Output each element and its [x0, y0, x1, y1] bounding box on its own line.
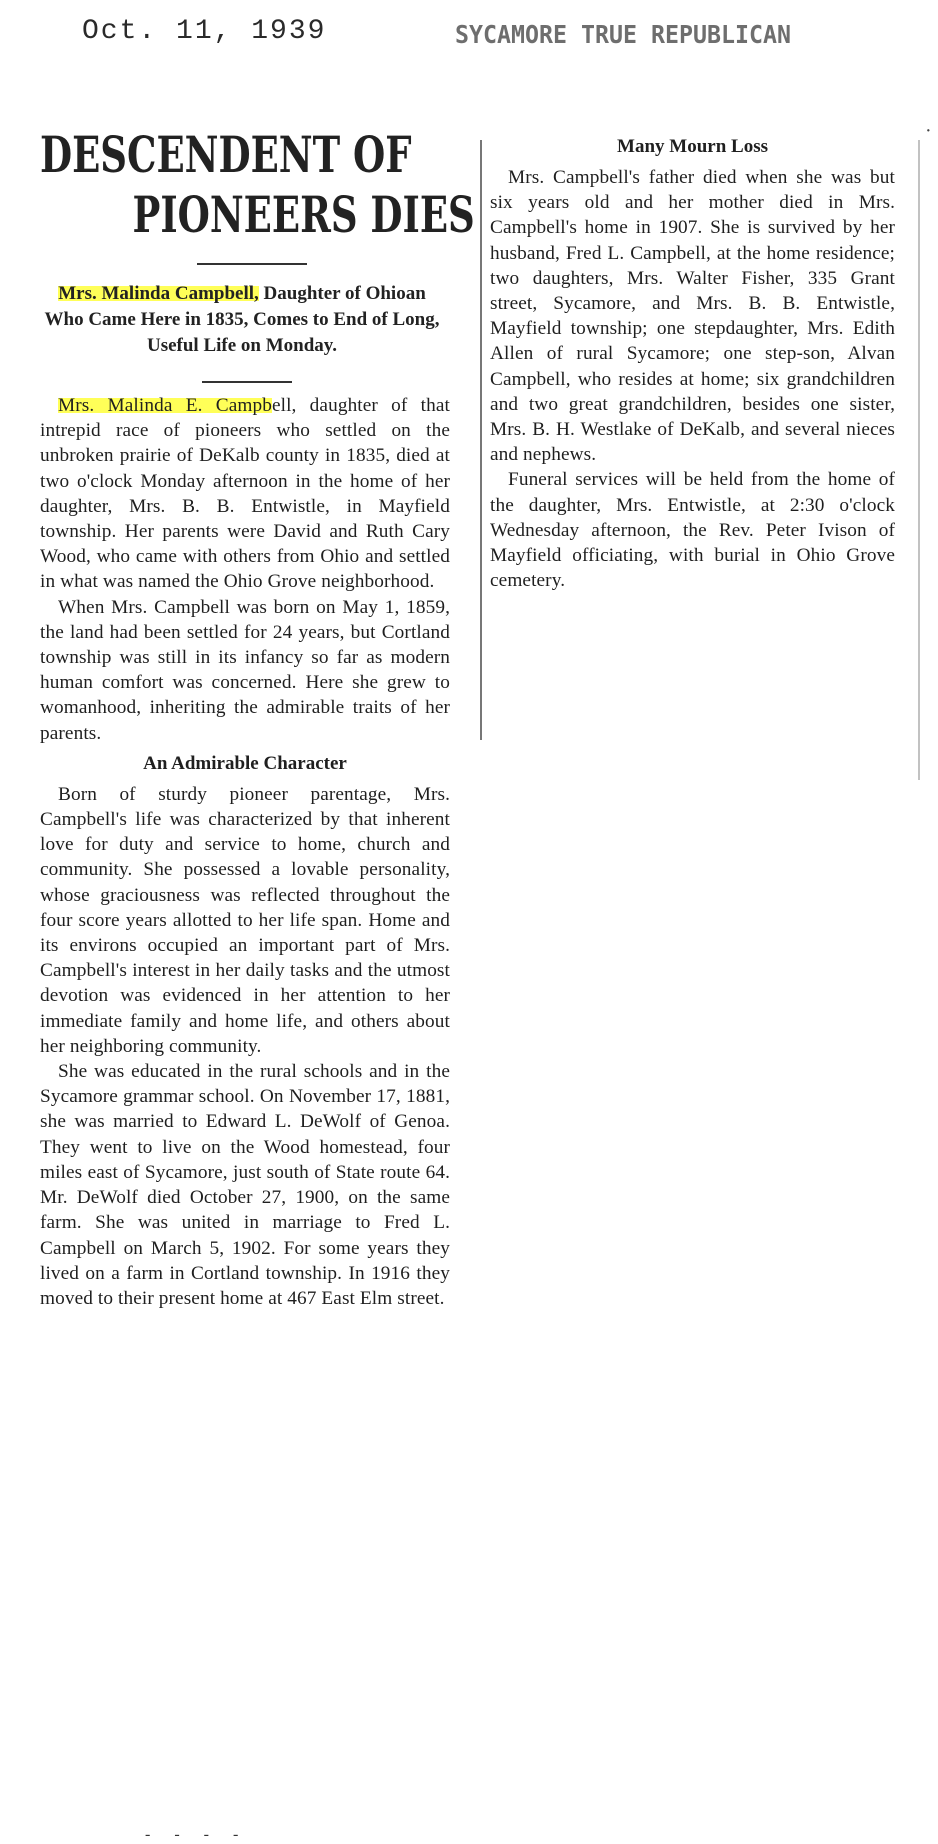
paragraph-5: Mrs. Campbell's father died when she was but six years old and her mother died in Mrs. Campbell's home in 1907. She is survived by her husband, Fred L. Campbell, at the home residence; two daughters, Mrs. Walter Fisher, 335 Grant street, Sycamore, and Mrs. B. B. Entwistle, Mayfield township; one stepdaughter, Mrs. Edith Allen of rural Sycamore; one step-son, Alvan Campbell, who resides at home; six grandchildren and two great grandchildren, besides one sister, Mrs. B. H. Westlake of DeKalb, and several nieces and nephews.: [490, 167, 895, 466]
subhead-highlight: Mrs. Malinda Campbell,: [58, 283, 259, 304]
article-headline: [40, 125, 477, 245]
column-divider-right: [918, 140, 920, 780]
subhead-rule: [202, 381, 292, 383]
paragraph-4: She was educated in the rural schools and in the Sycamore grammar school. On November 17, 1881, she was married to Edward L. DeWolf of Genoa. They went to live on the Wood homestead, four miles east of Sycamore, just south of State route 64. Mr. DeWolf died October 27, 1900, on the same farm. She was united in marriage to Fred L. Campbell on March 5, 1902. For some years they lived on a farm in Cortland township. In 1916 they moved to their present home at 467 East Elm street.: [40, 1061, 450, 1309]
headline-rule: [197, 263, 307, 265]
clipping-date: Oct. 11, 1939: [82, 16, 327, 47]
section-heading-character: An Admirable Character: [143, 752, 347, 774]
cutoff-text-fragment: - - - -: [145, 1826, 249, 1843]
paragraph-1: [40, 393, 450, 595]
article-left-column: [40, 125, 475, 1311]
column-divider: [480, 140, 482, 740]
headline-line-1: DESCENDENT OF: [40, 125, 412, 184]
newspaper-name: SYCAMORE TRUE REPUBLICAN: [455, 20, 791, 49]
paragraph-3: Born of sturdy pioneer parentage, Mrs. Campbell's life was characterized by that inherent love for duty and service to home, church and community. She possessed a lovable personality, whose graciousness was reflected throughout the four score years allotted to her life span. Home and its environs occupied an important part of Mrs. Campbell's interest in her daily tasks and the utmost devotion was evidenced in her attention to her immediate family and home life, and others about her neighboring community.: [40, 783, 450, 1057]
section-heading-mourn: Many Mourn Loss: [617, 136, 768, 157]
subhead-text: Daughter of Ohioan Who Came Here in 1835, Comes to End of Long, Useful Life on Monday.: [44, 283, 440, 356]
article-right-column: [490, 135, 895, 593]
paragraph-6: Funeral services will be held from the home of the daughter, Mrs. Entwistle, at 2:30 o'clock Wednesday afternoon, the Rev. Peter Ivison of Mayfield officiating, with burial in Ohio Grove cemetery.: [490, 469, 895, 592]
adjacent-column-fragment: ·: [925, 120, 932, 142]
paragraph-1-highlight: Mrs. Malinda E. Campb: [58, 395, 272, 416]
article-subhead: [40, 281, 444, 359]
paragraph-2: When Mrs. Campbell was born on May 1, 1859, the land had been settled for 24 years, but Cortland township was still in its infancy so far as modern human comfort was concerned. Here she grew to womanhood, inheriting the admirable traits of her parents.: [40, 596, 450, 744]
headline-line-2: PIONEERS DIES: [132, 185, 475, 244]
paragraph-1-text: ell, daughter of that intrepid race of pioneers who settled on the unbroken prairie of DeKalb county in 1835, died at two o'clock Monday afternoon in the home of her daughter, Mrs. B. B. Entwistle, in Mayfield township. Her parents were David and Ruth Cary Wood, who came with others from Ohio and settled in what was named the Ohio Grove neighborhood.: [40, 395, 450, 593]
